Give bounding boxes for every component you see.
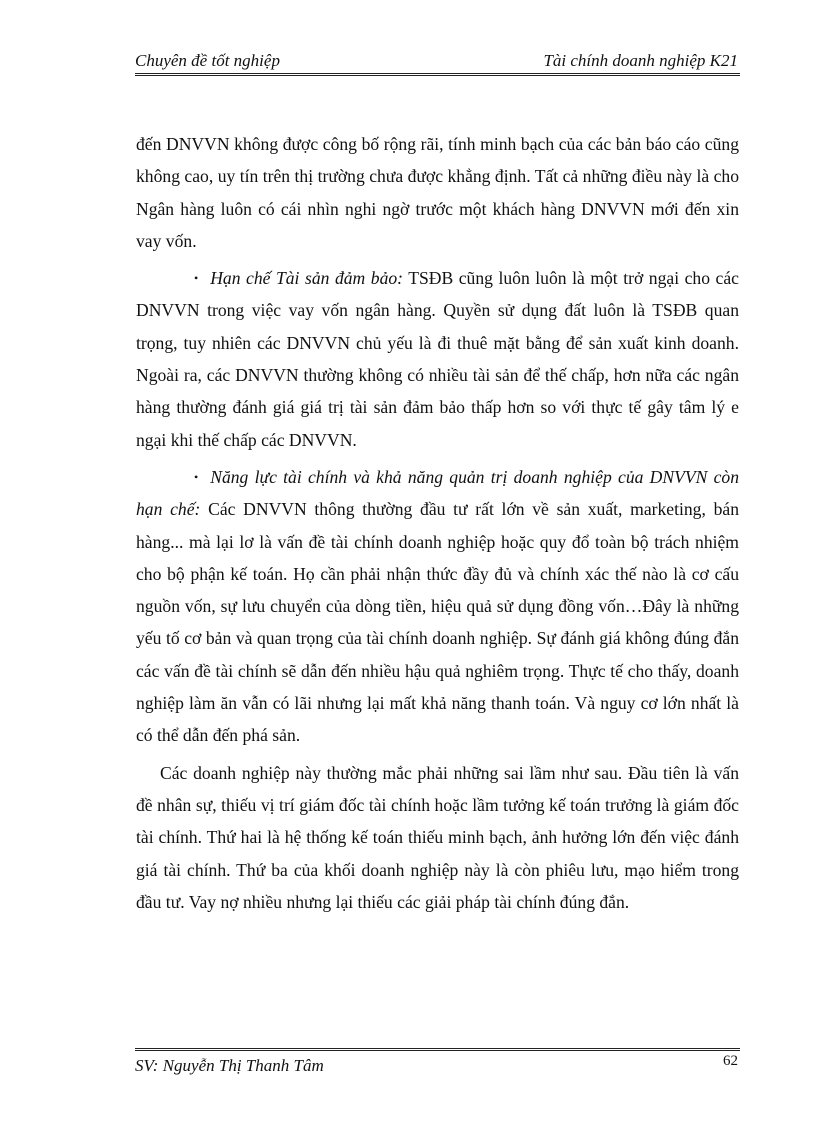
header-document-type: Chuyên đề tốt nghiệp [135,51,280,70]
bullet-dot-icon: • [194,469,199,484]
bullet-collateral-lead: Hạn chế Tài sản đảm bảo: [210,268,404,289]
page-footer [135,1048,740,1081]
document-body [136,128,739,918]
bullet-financial-capacity-text: Các DNVVN thông thường đầu tư rất lớn về sản xuất, marketing, bán hàng... mà lại lơ là vấn đề tài chính doanh nghiệp hoặc quy đổ toàn bộ trách nhiệm cho bộ phận kế toán. Họ cần phải nhận thức đầy đủ và chính xác thế nào là cơ cấu nguồn vốn, sự lưu chuyển của dòng tiền, hiệu quả sử dụng đồng vốn…Đây là những yếu tố cơ bản và quan trọng của tài chính doanh nghiệp. Sự đánh giá không đúng đắn các vấn đề tài chính sẽ dẫn đến nhiều hậu quả nghiêm trọng. Thực tế cho thấy, doanh nghiệp làm ăn vẫn có lãi nhưng lại mất khả năng thanh toán. Và nguy cơ lớn nhất là có thể dẫn đến phá sản. [136,499,739,746]
header-course: Tài chính doanh nghiệp K21 [543,51,738,70]
paragraph-continuation: đến DNVVN không được công bố rộng rãi, tính minh bạch của các bản báo cáo cũng không cao, uy tín trên thị trường chưa được khẳng định. Tất cả những điều này là cho Ngân hàng luôn có cái nhìn nghi ngờ trước một khách hàng DNVVN mới đến xin vay vốn. [136,134,739,251]
footer-student-name: SV: Nguyễn Thị Thanh Tâm [135,1056,324,1075]
bullet-collateral-text: TSĐB cũng luôn luôn là một trở ngại cho các DNVVN trong việc vay vốn ngân hàng. Quyền sử dụng đất luôn là TSĐB quan trọng, tuy nhiên các DNVVN chủ yếu là đi thuê mặt bằng để sản xuất kinh doanh. Ngoài ra, các DNVVN thường không có nhiều tài sản để thế chấp, hơn nữa các ngân hàng thường đánh giá giá trị tài sản đảm bảo thấp hơn so với thực tế gây tâm lý e ngại khi thế chấp các DNVVN. [136,268,739,450]
bullet-collateral [136,262,739,456]
page-header [135,51,740,76]
bullet-financial-capacity-lead: Năng lực tài chính và khả năng quản trị doanh nghiệp của DNVVN còn hạn chế: [136,466,739,520]
bullet-dot-icon: • [194,271,199,286]
bullet-financial-capacity [136,461,739,752]
page-number: 62 [723,1053,738,1069]
paragraph-common-mistakes: Các doanh nghiệp này thường mắc phải những sai lầm như sau. Đầu tiên là vấn đề nhân sự, thiếu vị trí giám đốc tài chính hoặc lầm tưởng kế toán trưởng là giám đốc tài chính. Thứ hai là hệ thống kế toán thiếu minh bạch, ảnh hưởng lớn đến việc đánh giá tài chính. Thứ ba của khối doanh nghiệp này là còn phiêu lưu, mạo hiểm trong đầu tư. Vay nợ nhiều nhưng lại thiếu các giải pháp tài chính đúng đắn. [136,762,739,912]
